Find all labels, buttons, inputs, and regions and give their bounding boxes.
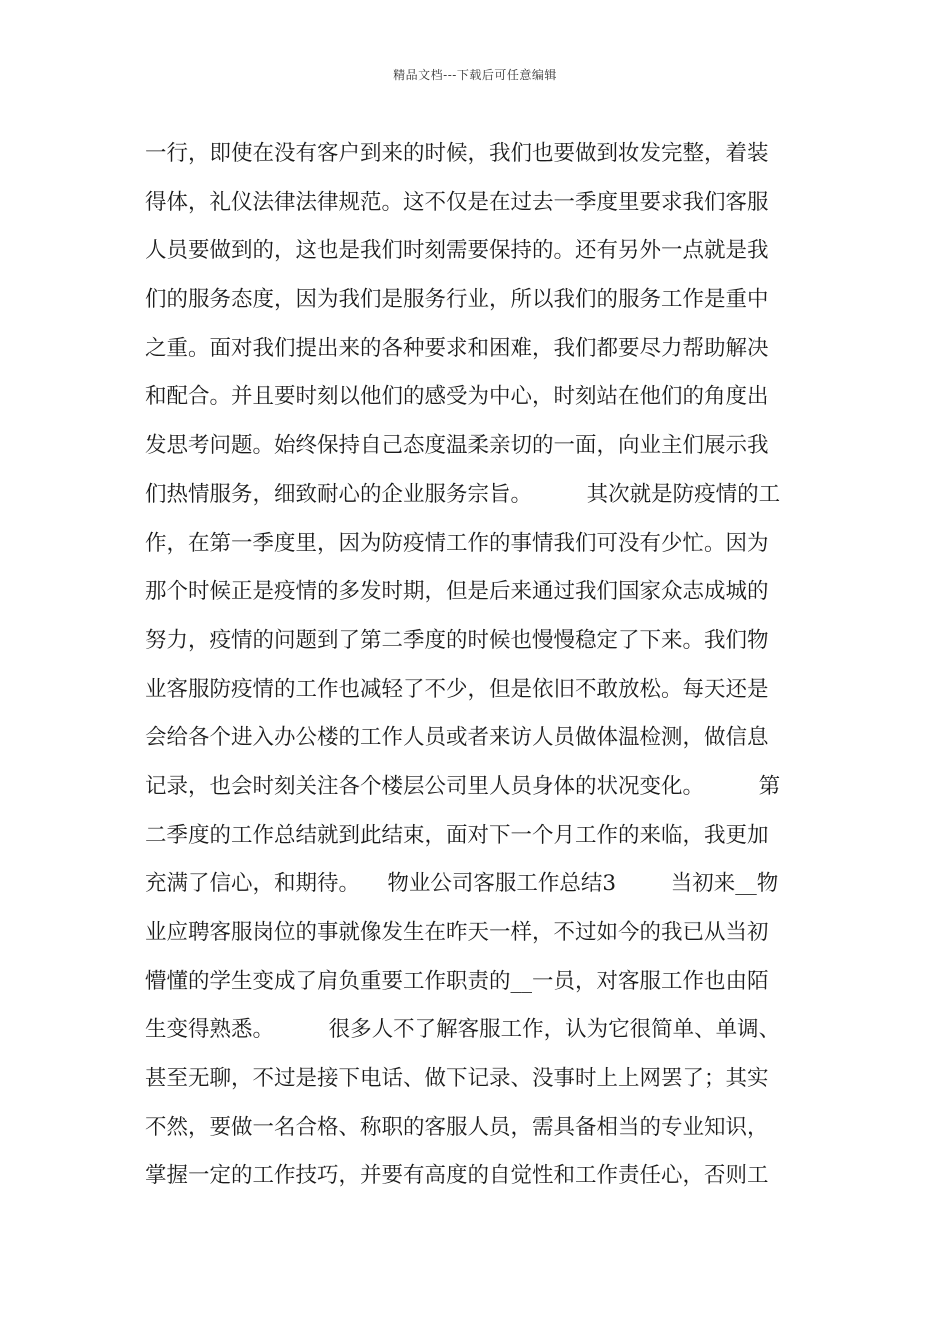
text-line: 二季度的工作总结就到此结束，面对下一个月工作的来临，我更加: [145, 822, 769, 848]
text-line: 业应聘客服岗位的事就像发生在昨天一样，不过如今的我已从当初: [145, 920, 769, 945]
text-line: 记录，也会时刻关注各个楼层公司里人员身体的状况变化。 第: [145, 773, 781, 799]
text-line: 充满了信心，和期待。 物业公司客服工作总结3 当初来__物: [145, 871, 779, 897]
text-line: 努力，疫情的问题到了第二季度的时候也慢慢稳定了下来。我们物: [145, 627, 769, 653]
text-line: 掌握一定的工作技巧，并要有高度的自觉性和工作责任心，否则工: [145, 1163, 769, 1189]
document-body: [145, 130, 810, 1201]
text-line: 会给各个进入办公楼的工作人员或者来访人员做体温检测，做信息: [145, 725, 769, 751]
text-line: 懵懂的学生变成了肩负重要工作职责的__一员，对客服工作也由陌: [145, 968, 769, 994]
text-line: 人员要做到的，这也是我们时刻需要保持的。还有另外一点就是我: [145, 238, 769, 264]
text-line: 生变得熟悉。 很多人不了解客服工作，认为它很简单、单调、: [145, 1017, 781, 1043]
text-line: 们的服务态度，因为我们是服务行业，所以我们的服务工作是重中: [145, 287, 769, 313]
text-line: 们热情服务，细致耐心的企业服务宗旨。 其次就是防疫情的工: [145, 481, 781, 507]
text-line: 作，在第一季度里，因为防疫情工作的事情我们可没有少忙。因为: [145, 530, 769, 556]
text-line: 之重。面对我们提出来的各种要求和困难，我们都要尽力帮助解决: [145, 335, 769, 361]
text-line: 那个时候正是疫情的多发时期，但是后来通过我们国家众志成城的: [145, 579, 769, 605]
document-header: 精品文档---下载后可任意编辑: [393, 68, 557, 82]
text-line: 发思考问题。始终保持自己态度温柔亲切的一面，向业主们展示我: [145, 433, 769, 459]
text-line: 得体，礼仪法律法律规范。这不仅是在过去一季度里要求我们客服: [145, 189, 769, 215]
text-line: 业客服防疫情的工作也减轻了不少，但是依旧不敢放松。每天还是: [145, 676, 769, 702]
text-line: 一行，即使在没有客户到来的时候，我们也要做到妆发完整，着装: [145, 141, 769, 166]
text-line: 不然，要做一名合格、称职的客服人员，需具备相当的专业知识，: [145, 1114, 769, 1140]
text-line: 和配合。并且要时刻以他们的感受为中心，时刻站在他们的角度出: [145, 384, 769, 410]
text-line: 甚至无聊，不过是接下电话、做下记录、没事时上上网罢了；其实: [145, 1066, 769, 1092]
